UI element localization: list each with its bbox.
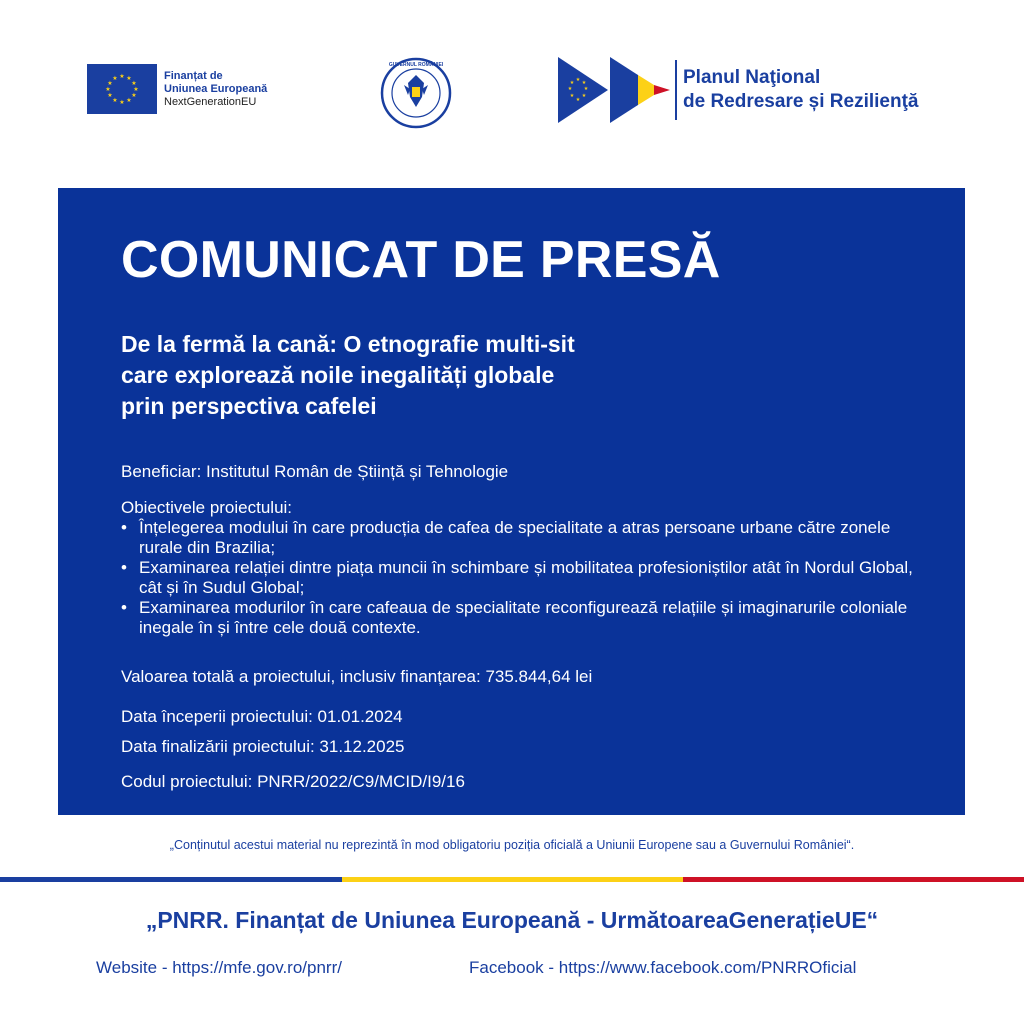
project-code: Codul proiectului: PNRR/2022/C9/MCID/I9/16 — [121, 772, 465, 791]
eu-label-line3: NextGenerationEU — [164, 96, 257, 108]
objective-item — [121, 558, 921, 598]
website-link[interactable]: Website - https://mfe.gov.ro/pnrr/ — [96, 958, 342, 977]
svg-text:★: ★ — [119, 99, 125, 106]
project-end-date: Data finalizării proiectului: 31.12.2025 — [121, 737, 405, 756]
project-subtitle — [121, 329, 821, 422]
svg-text:★: ★ — [126, 75, 132, 82]
pnrr-logo-icon — [558, 57, 670, 123]
project-value: Valoarea totală a proiectului, inclusiv finanțarea: 735.844,64 lei — [121, 667, 593, 686]
eu-label-line2: Uniunea Europeană — [164, 83, 268, 95]
objectives-list — [121, 518, 921, 638]
tricolor-stripe — [0, 877, 1024, 882]
svg-text:★: ★ — [112, 97, 118, 104]
objective-text: Examinarea relației dintre piața muncii în schimbare și mobilitatea profesioniștilor atât în Nordul Global, cât și în Sudul Global; — [139, 558, 913, 597]
objective-text: Înțelegerea modului în care producția de cafea de specialitate a atras persoane urbane către zonele rurale din Brazilia; — [139, 518, 891, 557]
objectives-heading: Obiectivele proiectului: — [121, 498, 293, 517]
pnrr-title-line1: Planul Naţional — [683, 67, 821, 88]
objective-text: Examinarea modurilor în care cafeaua de specialitate reconfigurează relațiile și imaginarurile coloniale inegale în și între cele două contexte. — [139, 598, 908, 637]
svg-text:★: ★ — [126, 97, 132, 104]
stripe-red — [683, 877, 1024, 882]
svg-text:★: ★ — [567, 86, 573, 92]
press-release-title: COMUNICAT DE PRESĂ — [121, 231, 721, 289]
facebook-link[interactable]: Facebook - https://www.facebook.com/PNRROficial — [469, 958, 857, 977]
svg-text:★: ★ — [131, 92, 137, 99]
pnrr-title — [683, 66, 919, 114]
svg-text:★: ★ — [569, 80, 575, 86]
pnrr-title-line2: de Redresare și Rezilienţă — [683, 91, 919, 112]
svg-text:★: ★ — [581, 80, 587, 86]
svg-text:★: ★ — [575, 77, 581, 83]
bullet: • — [121, 518, 127, 537]
project-start-date: Data începerii proiectului: 01.01.2024 — [121, 707, 403, 726]
bullet: • — [121, 558, 127, 577]
beneficiary: Beneficiar: Institutul Român de Știință și Tehnologie — [121, 462, 509, 481]
svg-text:★: ★ — [107, 80, 113, 87]
gov-seal-text: GUVERNUL ROMÂNIEI — [388, 62, 444, 68]
subtitle-line: care explorează noile inegalități globale — [121, 362, 555, 388]
subtitle-line: prin perspectiva cafelei — [121, 393, 377, 419]
eu-label-line1: Finanțat de — [164, 70, 223, 82]
svg-text:★: ★ — [112, 75, 118, 82]
government-seal-icon — [380, 57, 452, 129]
svg-text:★: ★ — [133, 86, 139, 93]
svg-text:★: ★ — [107, 92, 113, 99]
objective-item — [121, 598, 921, 638]
svg-text:★: ★ — [583, 86, 589, 92]
press-release-panel — [58, 188, 965, 815]
svg-text:★: ★ — [105, 86, 111, 93]
svg-text:★: ★ — [581, 93, 587, 99]
stripe-blue — [0, 877, 342, 882]
disclaimer: „Conținutul acestui material nu reprezintă în mod obligatoriu poziția oficială a Uniunii Europene sau a Guvernului României“. — [169, 838, 855, 852]
svg-text:★: ★ — [119, 73, 125, 80]
svg-text:★: ★ — [575, 97, 581, 103]
objective-item — [121, 518, 921, 558]
svg-text:★: ★ — [569, 93, 575, 99]
eu-funding-label — [164, 70, 267, 109]
subtitle-line: De la fermă la cană: O etnografie multi-sit — [121, 331, 575, 357]
pnrr-divider — [675, 60, 677, 120]
stripe-yellow — [342, 877, 683, 882]
slogan: „PNRR. Finanțat de Uniunea Europeană - UrmătoareaGenerațieUE“ — [145, 907, 879, 933]
eu-flag-icon — [87, 64, 157, 114]
bullet: • — [121, 598, 127, 617]
svg-text:★: ★ — [131, 80, 137, 87]
